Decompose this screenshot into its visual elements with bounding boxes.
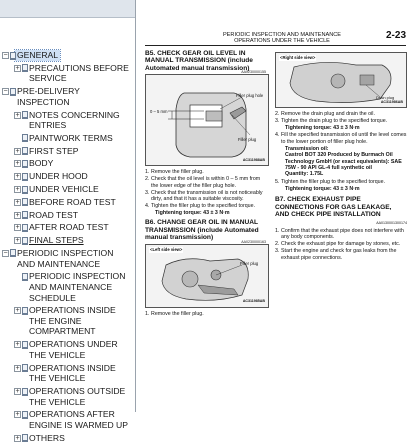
bookmark-label: GENERAL	[17, 50, 59, 60]
bookmark-item[interactable]	[0, 63, 135, 84]
collapse-icon[interactable]: −	[3, 88, 8, 96]
expand-icon[interactable]: +	[15, 111, 20, 119]
bookmark-icon	[22, 111, 28, 119]
bookmark-item[interactable]	[0, 363, 135, 384]
b5-torque: Tightening torque: 43 ± 3 N·m	[155, 210, 230, 217]
section-b5-title: B5. CHECK GEAR OIL LEVEL IN MANUAL TRANSMISSION (include Automated manual transmission)	[145, 50, 253, 72]
header-line-1: PERIODIC INSPECTION AND MAINTENANCE	[222, 32, 342, 38]
bookmark-icon	[22, 273, 28, 281]
bookmark-icon	[22, 434, 28, 442]
b7-code: AA0130001300174	[376, 221, 407, 226]
bookmark-item[interactable]	[0, 386, 135, 407]
figure-caption: <Right side view>	[280, 55, 316, 60]
bookmark-icon	[22, 224, 28, 232]
bookmark-icon	[22, 134, 28, 142]
b6-step-4: 4. Fill the specified transmission oil until the level comes to the lower portion of filler plug hole.	[275, 132, 407, 145]
b6-step-1: 1. Remove the filler plug.	[145, 310, 204, 317]
expand-icon[interactable]: +	[15, 364, 20, 372]
b6-step-2: 2. Remove the drain plug and drain the oil.	[275, 111, 375, 117]
expand-icon[interactable]: +	[15, 434, 20, 442]
b6-torque-2: Tightening torque: 43 ± 3 N·m	[285, 185, 360, 192]
bookmark-item[interactable]	[0, 248, 135, 269]
bookmark-icon	[22, 147, 28, 155]
bookmark-label: UNDER HOOD	[29, 171, 88, 182]
expand-icon[interactable]: +	[15, 224, 20, 232]
figure-caption: <Left side view>	[150, 246, 183, 252]
section-b6-title: B6. CHANGE GEAR OIL IN MANUAL TRANSMISSION (include Automated manual transmission)	[145, 219, 259, 242]
oil-quantity: Quantity: 1.75L	[285, 171, 324, 178]
bookmark-label: AFTER ROAD TEST	[29, 222, 109, 233]
bookmark-label: UNDER VEHICLE	[29, 184, 99, 195]
expand-icon[interactable]: +	[15, 160, 20, 168]
bookmark-icon	[10, 249, 16, 257]
bookmark-icon	[22, 341, 28, 349]
bookmark-item[interactable]	[0, 171, 135, 182]
b6-torque-1: Tightening torque: 43 ± 3 N·m	[285, 125, 360, 131]
bookmark-icon	[22, 173, 28, 181]
b6-step-5: 5. Tighten the filler plug to the specified torque.	[275, 178, 386, 185]
bookmark-label: OPERATIONS OUTSIDE THE VEHICLE	[29, 386, 126, 407]
b5-step-2: 2. Check that the oil level is within 0 – 5 mm from the lower edge of the filler plug hole.	[145, 176, 261, 189]
bookmark-label: NOTES CONCERNING ENTRIES	[29, 109, 120, 131]
expand-icon[interactable]: +	[15, 147, 20, 155]
bookmark-item[interactable]	[0, 222, 135, 233]
bookmark-label: PRE-DELIVERY INSPECTION	[17, 86, 80, 107]
bookmark-label: PAINTWORK TERMS	[29, 132, 113, 143]
bookmark-item[interactable]	[0, 133, 135, 144]
figure-label-gap: 0 – 5 mm	[150, 109, 168, 115]
expand-icon[interactable]: +	[15, 186, 20, 194]
b7-steps	[275, 228, 407, 261]
expand-icon[interactable]: +	[15, 173, 20, 181]
left-column	[145, 50, 269, 318]
bookmark-label: BEFORE ROAD TEST	[29, 196, 116, 207]
figure-id: AC311986AB	[380, 99, 403, 104]
page-number: 2-23	[385, 30, 406, 41]
bookmark-icon	[10, 88, 16, 96]
b7-step-3: 3. Start the engine and check for gas leaks from the exhaust pipe connections.	[275, 248, 397, 261]
expand-icon[interactable]: +	[15, 237, 20, 245]
b6-steps-continued	[275, 111, 407, 124]
bookmarks-toolbar	[0, 0, 135, 18]
bookmark-item[interactable]	[0, 110, 135, 131]
bookmark-item[interactable]	[0, 146, 135, 157]
bookmark-icon	[22, 198, 28, 206]
b6-step-3: 3. Tighten the drain plug to the specified torque.	[275, 118, 388, 124]
bookmark-icon	[22, 64, 28, 72]
figure-b5	[145, 70, 269, 166]
bookmark-item[interactable]	[0, 210, 135, 221]
bookmark-icon	[10, 52, 16, 60]
bookmark-label: BODY	[29, 158, 54, 169]
bookmark-icon	[22, 364, 28, 372]
b5-step-3: 3. Check that the transmission oil is not noticeably dirty, and that it has a suitable viscosity.	[145, 189, 263, 203]
b7-step-2: 2. Check the exhaust pipe for damage by stones, etc.	[275, 241, 401, 248]
bookmarks-panel	[0, 0, 136, 443]
bookmark-label: PERIODIC INSPECTION AND MAINTENANCE	[17, 247, 114, 269]
page-header	[197, 32, 367, 45]
figure-b6-left	[145, 239, 269, 308]
bookmark-item[interactable]	[0, 339, 135, 360]
bookmark-icon	[22, 186, 28, 194]
bookmark-item[interactable]	[0, 197, 135, 208]
gear-oil-level-illustration	[146, 75, 268, 165]
bookmark-item[interactable]	[0, 184, 135, 195]
figure-label-filler-plug: Filler plug	[238, 137, 257, 143]
expand-icon[interactable]: +	[15, 307, 20, 315]
bookmark-item[interactable]	[0, 86, 135, 107]
bookmark-item[interactable]	[0, 409, 135, 430]
right-column	[275, 50, 407, 262]
bookmark-item[interactable]	[0, 158, 135, 169]
section-b7-title: B7. CHECK EXHAUST PIPE CONNECTIONS FOR GAS LEAKAGE, AND CHECK PIPE INSTALLATION	[275, 196, 392, 219]
bookmark-item[interactable]	[0, 305, 135, 337]
expand-icon[interactable]: +	[15, 211, 20, 219]
bookmark-icon	[22, 388, 28, 396]
bookmark-label: PRECAUTIONS BEFORE SERVICE	[29, 62, 129, 84]
collapse-icon[interactable]: −	[3, 52, 8, 59]
bookmark-item[interactable]	[0, 50, 135, 61]
figure-id: AC311988AB	[242, 157, 265, 162]
figure-label-filler-plug: Filler plug	[240, 260, 259, 266]
header-line-2: OPERATIONS UNDER THE VEHICLE	[234, 38, 330, 45]
figure-code: AA0230000155	[241, 70, 266, 75]
bookmark-icon	[22, 160, 28, 168]
bookmark-item[interactable]	[0, 235, 135, 246]
figure-code: AA0230000163	[241, 239, 266, 244]
bookmark-icon	[22, 411, 28, 419]
expand-icon[interactable]: +	[15, 341, 20, 349]
bookmark-label: OPERATIONS UNDER THE VEHICLE	[29, 339, 118, 360]
expand-icon[interactable]: +	[15, 64, 20, 72]
figure-label-plug-hole: Filler plug hole	[236, 93, 264, 99]
document-page	[137, 0, 412, 412]
bookmark-label: PERIODIC INSPECTION AND MAINTENANCE SCHEDULE	[29, 271, 126, 303]
bookmark-icon	[22, 237, 28, 245]
bookmark-label: ROAD TEST	[29, 209, 79, 220]
oil-label: Transmission oil:	[285, 145, 329, 152]
expand-icon[interactable]: +	[15, 198, 20, 206]
expand-icon[interactable]: +	[15, 388, 20, 395]
b5-step-4: 4. Tighten the filler plug to the specified torque.	[145, 203, 256, 210]
figure-label-drain-plug: Drain plug	[376, 95, 395, 100]
bookmark-icon	[22, 307, 28, 315]
oil-specification: Castrol BOT 320 Produced by Burmach Oil Technology GmbH (or exact equivalents): SAE 75W - 90 API GL-4 full synthetic oil	[285, 152, 402, 172]
bookmark-tree	[0, 50, 135, 446]
bookmark-item[interactable]	[0, 271, 135, 303]
bookmark-item[interactable]	[0, 433, 135, 444]
header-rule	[145, 45, 406, 46]
bookmark-label: OPERATIONS AFTER ENGINE IS WARMED UP	[29, 409, 128, 430]
bookmark-label: OPERATIONS INSIDE THE VEHICLE	[29, 362, 116, 384]
b5-step-1: 1. Remove the filler plug.	[145, 169, 204, 176]
bookmark-icon	[22, 211, 28, 219]
bookmark-label: FINAL STEPS	[29, 235, 84, 246]
figure-id: AC311985AB	[242, 299, 265, 304]
b6-steps	[145, 311, 269, 317]
bookmark-label: OPERATIONS INSIDE THE ENGINE COMPARTMENT	[29, 305, 116, 337]
expand-icon[interactable]: +	[15, 411, 20, 419]
bookmark-label: OTHERS	[29, 432, 65, 443]
b7-step-1: 1. Confirm that the exhaust pipe does not interfere with any body components.	[275, 227, 404, 241]
figure-b6-right	[275, 52, 407, 108]
b5-steps	[145, 169, 269, 209]
collapse-icon[interactable]: −	[3, 249, 8, 257]
bookmark-label: FIRST STEP	[29, 145, 79, 156]
